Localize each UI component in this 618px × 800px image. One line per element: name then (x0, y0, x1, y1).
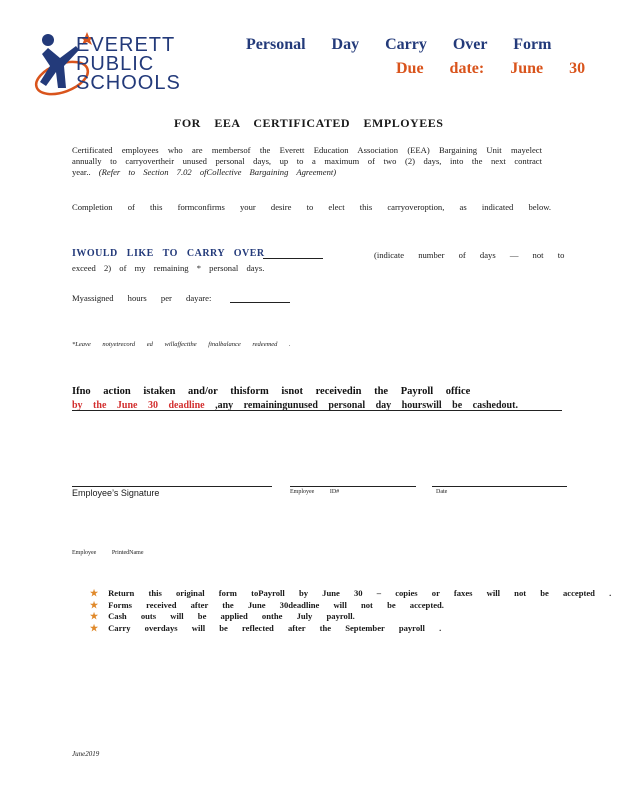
carry-over-instruction: (indicate number of days — not to (374, 250, 565, 260)
carry-over-instruction-cont: exceed 2) of my remaining * personal days. (72, 263, 265, 273)
star-bullet-icon: ★ (90, 622, 99, 633)
due-date: Due date: June 30 (396, 60, 586, 77)
instructions-list (90, 588, 611, 634)
warning-line-1: Ifno action istaken and/or thisform isnot receivedin the Payroll office (72, 386, 471, 397)
date-field[interactable] (432, 486, 567, 487)
warning-line-2-rest: ,any remainingunused personal day hourswill be cashedout. (215, 400, 518, 411)
employee-id-field[interactable] (290, 486, 416, 487)
logo-text-schools: SCHOOLS (76, 72, 181, 94)
star-bullet-icon: ★ (90, 588, 99, 598)
employee-signature-field[interactable] (72, 486, 272, 487)
intro-reference: (Refer to Section 7.02 ofCollective Bargaining Agreement) (98, 167, 337, 177)
employee-signature-label: Employee’s Signature (72, 488, 160, 498)
star-bullet-icon: ★ (90, 611, 99, 621)
carry-over-label: IWOULD LIKE TO CARRY OVER (72, 248, 265, 259)
employee-printed-name-label: Employee PrintedName (72, 550, 144, 556)
list-item-text: Forms received after the June 30deadline will not be accepted. (108, 599, 444, 610)
carry-over-days-field[interactable] (263, 258, 323, 259)
star-bullet-icon: ★ (90, 599, 99, 610)
list-item-text: Cash outs will be applied onthe July payroll. (108, 611, 355, 621)
intro-paragraph (72, 145, 542, 178)
warning-underline (72, 410, 562, 411)
list-item (90, 611, 611, 623)
list-item (90, 600, 611, 612)
list-item-text: Return this original form toPayroll by June 30 – copies or faxes will not be accepted . (108, 588, 612, 598)
form-title: Personal Day Carry Over Form (246, 36, 552, 53)
list-item (90, 623, 611, 635)
intro-text: Certificated employees who are membersof the Everett Education Association (EEA) Bargaining Unit mayelect annually to carryovertheir unused personal days, up to a maximum of two (2) days, into the next contract year.. (72, 145, 542, 177)
assigned-hours-label: Myassigned hours per dayare: (72, 293, 212, 303)
date-label: Date (436, 489, 448, 495)
list-item (90, 588, 611, 600)
completion-paragraph: Completion of this formconfirms your desire to elect this carryoveroption, as indicated below. (72, 202, 552, 212)
logo-text-everett: EVERETT (76, 34, 176, 56)
everett-public-schools-logo (32, 28, 197, 103)
warning-deadline: by the June 30 deadline (72, 400, 205, 411)
list-item-text: Carry overdays will be reflected after the September payroll . (108, 622, 442, 633)
logo-text-public: PUBLIC (76, 53, 155, 75)
employee-id-label: Employee ID# (290, 489, 340, 495)
footer-date: June2019 (72, 750, 100, 758)
assigned-hours-field[interactable] (230, 302, 290, 303)
eligibility-heading: FOR EEA CERTIFICATED EMPLOYEES (174, 116, 444, 130)
leave-note: *Leave notyetrecord ed willaffectthe finalbalance redeemed . (72, 341, 291, 348)
